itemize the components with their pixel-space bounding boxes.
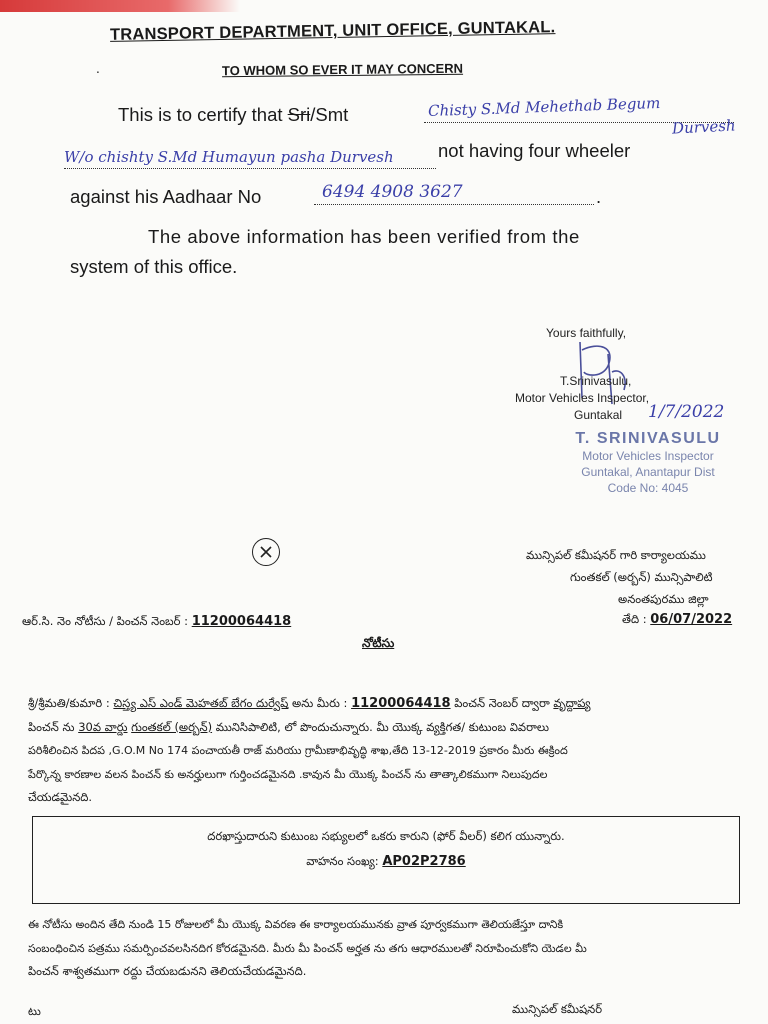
signatory-name: T.Srinivasulu,: [560, 374, 632, 388]
footer-line-3: పించన్ శాశ్వతముగా రద్దు చేయబడునని తెలియచేయడమైనది.: [28, 964, 307, 978]
notice-heading: నోటీసు: [362, 636, 395, 650]
stray-dot: .: [96, 62, 100, 76]
yours-faithfully: Yours faithfully,: [546, 326, 627, 340]
officer-stamp: [548, 430, 748, 496]
handwritten-date: 1/7/2022: [648, 402, 725, 422]
stamp-line-2: Guntakal, Anantapur Dist: [581, 465, 715, 479]
handwritten-name-cont: Durvesh: [671, 116, 737, 138]
stamp-name: T. SRINIVASULU: [575, 430, 721, 447]
office-line-2: గుంతకల్ (అర్బన్) మున్సిపాలిటి: [570, 570, 713, 584]
verified-line-1: The above information has been verified from the: [148, 226, 580, 247]
handwritten-wife-of: W/o chishty S.Md Humayun pasha Durvesh: [64, 148, 394, 166]
footer-line-1: ఈ నోటీసు అందిన తేది నుండి 15 రోజులలో మీ యొక్క వివరణ ఈ కార్యాలయమునకు వ్రాత పూర్వకముగా తెలియజేస్తూ దానికి: [28, 918, 564, 931]
document-subtitle: TO WHOM SO EVER IT MAY CONCERN: [221, 60, 464, 79]
certify-line-2: not having four wheeler: [438, 140, 631, 161]
signatory-designation: Motor Vehicles Inspector,: [515, 391, 650, 405]
handwritten-name: Chisty S.Md Mehethab Begum: [427, 93, 661, 121]
signatory-place: Guntakal: [574, 408, 623, 422]
commissioner-signoff: మున్సిపల్ కమీషనర్: [512, 1002, 603, 1016]
notice-para-line-3: పరిశీలించిన పిదప ,G.O.M No 174 పంచాయతీ రాజ్ మరియు గ్రామీణాభివృద్ధి శాఖ,తేది 13-12-2019 ప్రకారం మీరు ఈక్రింద: [28, 744, 568, 757]
document-title: TRANSPORT DEPARTMENT, UNIT OFFICE, GUNTAKAL.: [109, 18, 556, 44]
addressee-to: టు: [28, 1004, 41, 1018]
footer-line-2: సంబంధించిన పత్రము సమర్పించవలసినదిగ కోరడమైనది. మీరు మీ పించన్ అర్హత ను తగు ఆధారములతో నిరూపించుకోని యెడల మీ: [28, 942, 587, 955]
handwritten-aadhaar: 6494 4908 3627: [322, 182, 463, 202]
vehicle-number: వాహనం సంఖ్య: AP02P2786: [306, 854, 466, 869]
office-line-3: అనంతపురము జిల్లా: [618, 592, 709, 606]
reference-number: ఆర్.సి. నెం నోటీసు / పించన్ నెంబర్ : 11200064418: [22, 614, 292, 629]
fill-line-aadhaar: [314, 204, 594, 205]
office-line-1: మున్సిపల్ కమీషనర్ గారి కార్యాలయము: [526, 548, 706, 562]
struck-sri: Sri: [287, 104, 311, 125]
fill-line-wo: [64, 168, 436, 169]
certify-line-1: This is to certify that Sri/Smt: [118, 104, 349, 125]
stamp-line-1: Motor Vehicles Inspector: [582, 449, 714, 463]
notice-para-line-2: పించన్ ను 30వ వార్డు గుంతకల్ (అర్బన్) మునిసిపాలిటి, లో పొందుచున్నారు. మీ యొక్క వ్యక్తిగత/ కుటుంబ వివరాలు: [28, 720, 549, 734]
notice-para-line-5: చేయడమైనది.: [28, 790, 93, 804]
stamp-line-3: Code No: 4045: [607, 481, 689, 495]
reason-box: [32, 816, 740, 904]
notice-date: తేది : 06/07/2022: [622, 612, 733, 627]
notice-para-line-4: పేర్కొన్న కారణాల వలన పించన్ కు అనర్హులుగా గుర్తించడమైనది .కావున మీ యొక్క పించన్ ను తాత్కాలికముగా నిలుపుదల: [28, 768, 548, 781]
torn-red-corner: [0, 0, 240, 12]
reason-line-1: దరఖాస్తుదారుని కుటుంబ సభ్యులలో ఒకరు కారుని (ఫోర్ వీలర్) కలిగ యున్నారు.: [207, 829, 565, 843]
notice-para-line-1: శ్రీ/శ్రీమతి/కుమారి : చిస్త్య ఎస్ ఎండ్ మెహతబ్ బేగం దుర్వేష్ అను మీరు : 11200064418 పించన్ నెంబర్ ద్వారా వృద్దాప్య: [28, 696, 591, 711]
verified-line-2: system of this office.: [70, 256, 238, 277]
circled-mark-icon: [252, 538, 280, 566]
certify-line-3: against his Aadhaar No: [70, 186, 262, 207]
